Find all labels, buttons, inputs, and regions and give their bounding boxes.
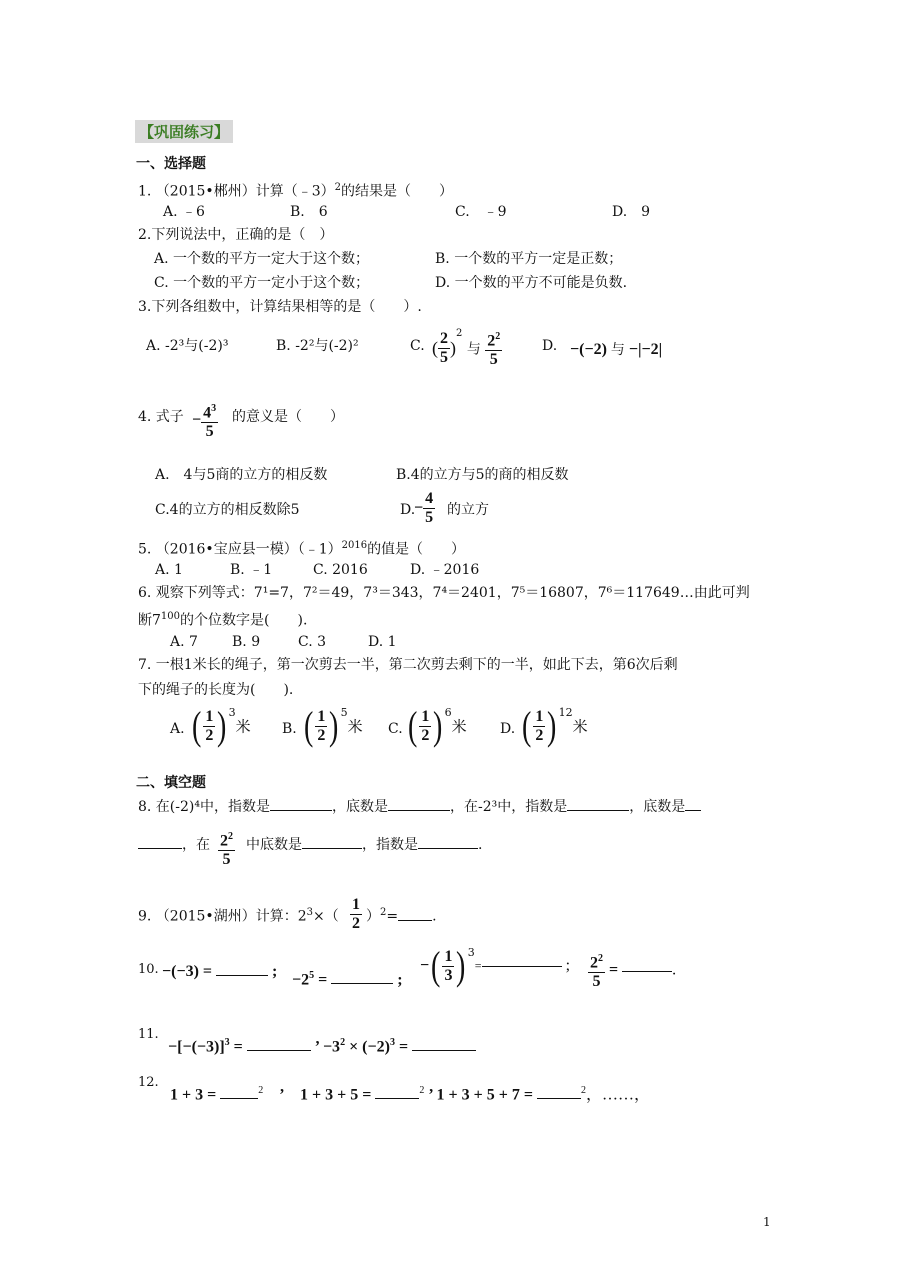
q3-c-yu: 与 (466, 341, 481, 358)
q4-expr: − $\frac{4^3}{5}$ (192, 400, 218, 441)
q9-a: 9. （2015•湖州）计算：2 (138, 908, 307, 925)
q7-b-unit: 米 (347, 717, 363, 736)
q8-line2-rest (246, 836, 482, 854)
q7-option-b-expr: ( $\frac{1}{2}$ ) $^5$米 (303, 703, 363, 748)
q10-blank-2[interactable] (331, 982, 393, 984)
q7-line1: 7. 一根1米长的绳子，第一次剪去一半，第二次剪去剩下的一半，如此下去，第6次后剩 (138, 657, 678, 673)
q7-option-a-label: A. (170, 721, 185, 737)
q10-blank-4[interactable] (622, 970, 672, 972)
q2-option-b: B. 一个数的平方一定是正数； (435, 251, 623, 267)
q3-option-a: A. -2³与(-2)³ (146, 338, 229, 354)
q6-option-b: B. 9 (232, 634, 261, 650)
q4-option-b: B.4的立方与5的商的相反数 (396, 467, 569, 483)
q10-blank-3[interactable] (482, 965, 562, 967)
q7-b-exp: 5 (340, 706, 348, 719)
q1-stem-b: 的结果是（ ） (340, 183, 453, 200)
q7-c-unit: 米 (451, 717, 467, 736)
q3-option-c-expr: ( $\frac{2}{5}$ )$^2$ 与 $\frac{2^2}{5}$ (432, 328, 501, 369)
q12-tail: ，……， (585, 1086, 650, 1104)
q9-blank[interactable] (398, 919, 432, 921)
q6-exp: 100 (160, 611, 181, 622)
q2-option-a: A. 一个数的平方一定大于这个数； (154, 251, 370, 267)
q4-option-d-expr: − $\frac{4}{5}$ (414, 490, 434, 526)
q11-blank-2[interactable] (412, 1049, 476, 1051)
q8-line2 (138, 836, 210, 854)
q10-expr-2: $-2^5$ = ; (292, 970, 403, 989)
q4-option-c: C.4的立方的相反数除5 (155, 502, 300, 518)
q3-option-b: B. -2²与(-2)² (276, 338, 359, 354)
q1-option-a: A. ﹣6 (163, 204, 205, 220)
q9-c: ） (366, 908, 380, 925)
q6-option-a: A. 7 (170, 634, 198, 650)
q4-option-d-text: 的立方 (447, 502, 489, 518)
q2-option-d: D. 一个数的平方不可能是负数. (435, 275, 628, 291)
q6-option-d: D. 1 (368, 634, 397, 650)
q6-line2-b: 的个位数字是( ). (180, 612, 308, 629)
q8-l2-a: ，在 (182, 837, 210, 853)
q8-l2-b: 中底数是 (246, 837, 302, 853)
q8-fraction: $\frac{2^2}{5}$ (218, 828, 235, 869)
q8-line1 (138, 798, 701, 816)
q5-option-d: D. ﹣2016 (410, 562, 480, 578)
q6-line2-a: 断7 (138, 612, 161, 629)
q7-option-c-label: C. (388, 721, 403, 737)
q8-l1-b: ，底数是 (331, 799, 388, 815)
q7-option-d-label: D. (500, 721, 516, 737)
q1-option-d: D. 9 (612, 204, 651, 220)
q1-stem (138, 179, 453, 201)
q7-line2: 下的绳子的长度为( ). (138, 682, 294, 698)
q8-blank-5[interactable] (302, 847, 362, 849)
q8-blank-4b[interactable] (138, 847, 182, 849)
q12-exp-2: 2 (419, 1085, 425, 1096)
q11-label: 11. (138, 1027, 159, 1042)
q2-option-c: C. 一个数的平方一定小于这个数； (154, 275, 370, 291)
q5-stem-a: 5. （2016•宝应县一模）（﹣1） (138, 541, 342, 558)
q12-label: 12. (138, 1075, 159, 1090)
q9-b: ×（ (312, 908, 339, 925)
q1-option-c: C. ﹣9 (455, 204, 507, 220)
q9-exp: 3 (306, 907, 313, 918)
q8-l2-c: ，指数是 (362, 837, 418, 853)
q11-expr: $-[-(-3)]^3$ = ’ $-3^2 \times (-2)^3$ = (168, 1034, 476, 1056)
q8-blank-1[interactable] (270, 809, 332, 811)
q2-stem: 2.下列说法中，正确的是（ ） (138, 227, 334, 243)
q8-blank-3[interactable] (567, 809, 629, 811)
q3-d-right: −|−2| (628, 341, 663, 358)
q12-e1: 1 + 3 = (170, 1086, 217, 1104)
q6-line1: 6. 观察下列等式：7¹=7，7²＝49，7³＝343，7⁴＝2401，7⁵＝16807，7⁶＝117649…由此可判 (138, 585, 750, 601)
q7-a-exp: 3 (228, 706, 236, 719)
q12-expr: 1 + 3 = $^2$ ’ 1 + 3 + 5 = $^2$ ’ 1 + 3 + 5 + 7 = $^2$，……， (170, 1085, 650, 1104)
q9-line-a (138, 904, 339, 926)
q1-exp: 2 (334, 182, 341, 193)
q8-blank-4a[interactable] (685, 809, 701, 811)
section-title-choice: 一、选择题 (136, 156, 206, 172)
q11-blank-1[interactable] (247, 1049, 311, 1051)
q4-stem-a: 4. 式子 (138, 409, 184, 425)
q3-option-d-expr (570, 341, 662, 359)
q7-c-exp: 6 (444, 706, 452, 719)
q3-option-c-label: C. (410, 338, 425, 354)
q7-option-a-expr: ( $\frac{1}{2}$ ) $^3$米 (191, 703, 251, 748)
q10-expr-1: −(−3) = ; (162, 963, 278, 980)
q5-option-c: C. 2016 (313, 562, 368, 578)
q12-exp-1: 2 (258, 1085, 264, 1096)
q8-l1-c: ，在-2³中，指数是 (449, 799, 568, 815)
q7-d-unit: 米 (572, 717, 588, 736)
q1-stem-a: 1. （2015•郴州）计算（﹣3） (138, 183, 335, 200)
q3-d-yu: 与 (610, 342, 625, 358)
q9-exp2: 2 (380, 907, 387, 918)
section-title-fill: 二、填空题 (136, 775, 206, 791)
q10-expr-3: −( $\frac{1}{3}$ ) $^3$= ; (420, 943, 571, 988)
q3-d-left: −(−2) (570, 341, 607, 358)
q5-option-a: A. 1 (155, 562, 183, 578)
section-header: 【巩固练习】 (135, 120, 233, 143)
q8-blank-2[interactable] (388, 809, 450, 811)
q12-blank-2[interactable] (375, 1097, 419, 1099)
q3-stem: 3.下列各组数中，计算结果相等的是（ ）. (138, 299, 422, 315)
q9-d: = (386, 908, 399, 925)
q5-option-b: B. ﹣1 (230, 562, 273, 578)
q6-line2 (138, 608, 307, 630)
q6-option-c: C. 3 (298, 634, 327, 650)
q5-stem-b: 的值是（ ） (367, 541, 466, 558)
q4-option-a: A. 4与5商的立方的相反数 (155, 467, 328, 483)
q12-exp-3: 2 (580, 1085, 586, 1096)
q3-option-d-label: D. (542, 338, 558, 354)
q8-blank-6[interactable] (418, 847, 478, 849)
q10-expr-4: $\frac{2^2}{5}$ = . (588, 950, 676, 991)
q8-l1-a: 8. 在(-2)⁴中，指数是 (138, 799, 270, 815)
q7-d-exp: 12 (558, 706, 573, 719)
q7-option-b-label: B. (282, 721, 297, 737)
q12-e2: 1 + 3 + 5 = (299, 1086, 372, 1104)
q4-stem-b: 的意义是（ ） (232, 409, 344, 425)
q12-blank-3[interactable] (537, 1097, 581, 1099)
q7-option-c-expr: ( $\frac{1}{2}$ ) $^6$米 (407, 703, 467, 748)
q7-option-d-expr: ( $\frac{1}{2}$ ) $^{12}$米 (521, 703, 588, 748)
q10-blank-1[interactable] (216, 974, 268, 976)
q12-e3: 1 + 3 + 5 + 7 = (436, 1086, 533, 1104)
q7-a-unit: 米 (235, 717, 251, 736)
page-number: 1 (763, 1215, 771, 1229)
q5-stem (138, 537, 465, 559)
q9-fraction: $\frac{1}{2}$ (352, 896, 360, 932)
q8-l2-d: . (478, 837, 483, 853)
q8-l1-d: ，底数是 (629, 799, 686, 815)
q9-e: . (432, 908, 437, 925)
q4-option-d-label: D. (400, 502, 416, 518)
q5-exp: 2016 (341, 540, 368, 551)
q9-line-b (366, 904, 437, 926)
q1-option-b: B. 6 (290, 204, 328, 220)
q10-label: 10. (138, 962, 159, 977)
q12-blank-1[interactable] (220, 1097, 258, 1099)
